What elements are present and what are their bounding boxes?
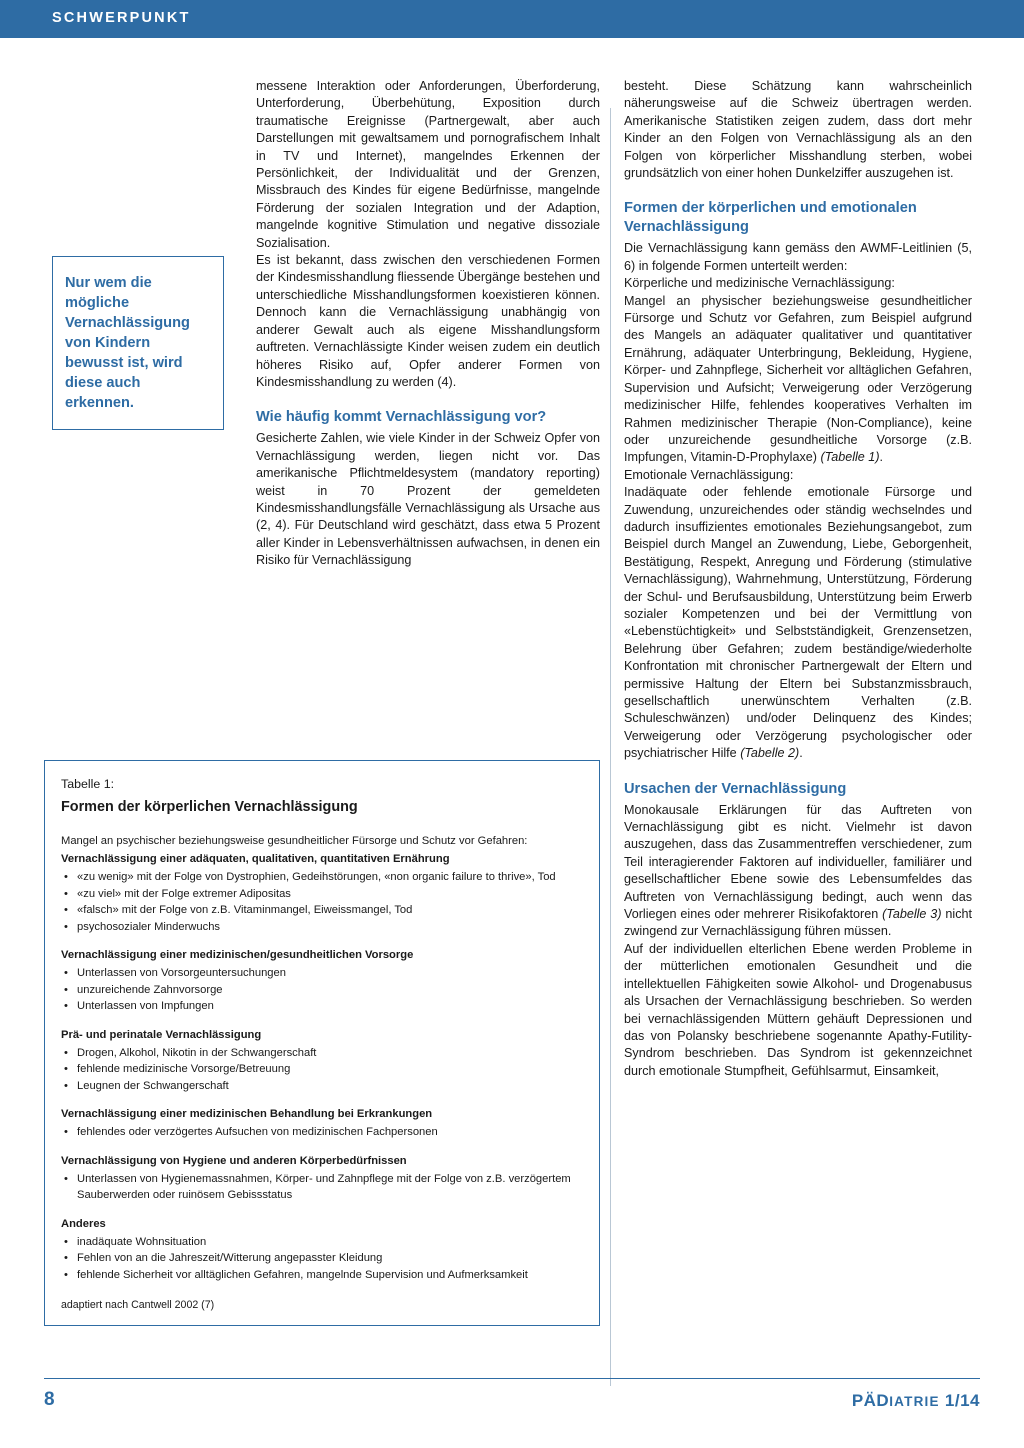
table-intro: Mangel an psychischer beziehungsweise gesundheitlicher Fürsorge und Schutz vor Gefahren: [61,835,528,847]
list-item: • unzureichende Zahnvorsorge [77,982,583,999]
list-item: • Leugnen der Schwangerschaft [77,1078,583,1095]
list-item: • psychosozialer Minderwuchs [77,919,583,936]
section-kicker: SCHWERPUNKT [52,10,191,26]
list-item: • fehlende medizinische Vorsorge/Betreuung [77,1061,583,1078]
list-item: • «zu wenig» mit der Folge von Dystrophien, Gedeihstörungen, «non organic failure to thrive», Tod [77,869,583,886]
table-group-heading: Vernachlässigung einer adäquaten, qualitativen, quantitativen Ernährung [61,853,450,865]
paragraph: besteht. Diese Schätzung kann wahrscheinlich näherungsweise auf die Schweiz übertragen werden. Amerikanische Statistiken zeigen zudem, dass dort mehr Kinder an den Folgen von Vernachlässigung als an den Folgen von körperlicher Misshandlung sterben, wobei grundsätzlich von einer hohen Dunkelziffer auszugehen ist. [624,79,972,181]
table-group [61,1216,583,1284]
list-item: • «falsch» mit der Folge von z.B. Vitaminmangel, Eiweissmangel, Tod [77,902,583,919]
right-text-column [624,78,972,1080]
table-group [61,1106,583,1141]
list-item: • Drogen, Alkohol, Nikotin in der Schwangerschaft [77,1045,583,1062]
table-reference: (Tabelle 1) [820,450,880,465]
subheading-koerperliche: Körperliche und medizinische Vernachlässigung: [624,276,895,291]
paragraph-text-tail: . [799,746,803,761]
issue-number: 1/14 [944,1391,980,1410]
paragraph-text-tail: . [879,450,884,465]
subheading-emotionale: Emotionale Vernachlässigung: [624,467,794,482]
page-number: 8 [44,1389,55,1410]
paragraph-text: Monokausale Erklärungen für das Auftreten von Vernachlässigung gibt es nicht. Vielmehr ist davon auszugehen, dass das Zusammentreffen verschiedener, zum Teil interagierender Faktoren auf individueller, familiärer und gesellschaftlicher Ebene sowie des Lebensumfeldes das Auftreten von Vernachlässigung bedingt, auch wenn das Vorliegen eines oder mehrerer Risikofaktoren [624,802,972,922]
table-group-heading: Vernachlässigung von Hygiene und anderen Körperbedürfnissen [61,1154,407,1167]
table-group-list [61,965,583,1015]
table-group [61,1153,583,1204]
list-item: • Unterlassen von Hygienemassnahmen, Körper- und Zahnpflege mit der Folge von z.B. verzögertem Sauberwerden oder ruinösem Gebissstatus [77,1171,583,1204]
page-header-bar [0,0,1024,38]
paragraph-text: Inadäquate oder fehlende emotionale Fürsorge und Zuwendung, unzureichendes oder ständig wechselndes und dadurch insuffizientes emotionales Beziehungsangebot, zum Beispiel durch Mangel an Zuwendung, Liebe, Geborgenheit, Bestätigung, Respekt, Anregung und Förderung (stimulative Vernachlässigung), Wahrnehmung, Unterstützung, Förderung der Schul- und Berufsausbildung, Unterstützung beim Erwerb sozialer Kompetenzen und bei der Vermittlung von «Lebenstüchtigkeit» und Selbstständigkeit, Grenzensetzen, Belehrung über Gefahren; zudem beständige/wiederholte Konfrontation mit chronischer Partnergewalt der Eltern und permissive Haltung der Eltern bei Substanzmissbrauch, gesellschaftlich unerwünschtem Verhalten (z.B. Schuleschwänzen) und/oder Delinquenz des Kindes; Verweigerung oder Verzögerung psychologischer oder psychiatrischer Hilfe [624,485,972,761]
table-group [61,947,583,1015]
list-item: • Unterlassen von Vorsorgeuntersuchungen [77,965,583,982]
table-label: Tabelle 1: [61,777,115,791]
table-group-heading: Vernachlässigung einer medizinischen/gesundheitlichen Vorsorge [61,949,414,961]
table-group-list [61,869,583,935]
paragraph-text-tail: nicht zwingend zur Vernachlässigung führen müssen. [624,907,972,939]
pull-quote-box [52,256,224,430]
table-group-heading: Anderes [61,1217,106,1230]
column-divider [610,108,611,1386]
list-item: • Unterlassen von Impfungen [77,998,583,1015]
paragraph: Auf der individuellen elterlichen Ebene werden Probleme in der mütterlichen emotionalen Gesundheit und die intellektuellen Fähigkeiten sowie Alkohol- und Drogenabusus als Ursachen der Vernachlässigung beschrieben. So werden bei vernachlässigenden Müttern gehäuft Depressionen und das von Polansky beschriebene sogenannte Apathy-Futility-Syndrom beschrieben. Das Syndrom ist gekennzeichnet durch emotionale Stumpfheit, Gefühlsarmut, Einsamkeit, [624,941,972,1078]
paragraph [624,802,972,941]
table-group-list [61,1171,583,1204]
list-item: • inadäquate Wohnsituation [77,1234,583,1251]
list-item: • Fehlen von an die Jahreszeit/Witterung angepasster Kleidung [77,1250,583,1267]
table-reference: (Tabelle 2) [740,746,800,761]
pull-quote-text: Nur wem die mögliche Vernachlässigung von Kindern bewusst ist, wird diese auch erkennen. [65,275,190,411]
paragraph [624,484,972,763]
table-reference: (Tabelle 3) [882,907,942,922]
table-group-list [61,1124,583,1141]
list-item: • «zu viel» mit der Folge extremer Adipositas [77,886,583,903]
section-heading-haeufigkeit: Wie häufig kommt Vernachlässigung vor? [256,409,547,426]
list-item: • fehlendes oder verzögertes Aufsuchen von medizinischen Fachpersonen [77,1124,583,1141]
paragraph-text: Mangel an physischer beziehungsweise gesundheitlicher Fürsorge und Schutz vor Gefahren, zum Beispiel aufgrund des Mangels an adäquater qualitativer und quantitativer Ernährung, adäquater Unterbringung, Bekleidung, Hygiene, Körper- und Zahnpflege, Sicherheit vor alltäglichen Gefahren, Supervision und Aufsicht; Verweigerung oder Verzögerung medizinischer Hilfe, fehlendes kooperatives Verhalten im Rahmen medizinischer Therapie (Non-Compliance), keine oder unzureichende gesundheitliche Vorsorge (z.B. Impfungen, Vitamin-D-Prophylaxe) [624,293,972,465]
section-heading-ursachen: Ursachen der Vernachlässigung [624,780,847,797]
section-heading-formen: Formen der körperlichen und emotionalen Vernachlässigung [624,200,917,236]
table-title: Formen der körperlichen Vernachlässigung [61,799,358,815]
list-item: • fehlende Sicherheit vor alltäglichen Gefahren, mangelnde Supervision und Aufmerksamkeit [77,1267,583,1284]
table-group-heading: Prä- und perinatale Vernachlässigung [61,1028,262,1041]
paragraph [624,293,972,467]
journal-name-part2: IATRIE [889,1394,940,1409]
table-footnote: adaptiert nach Cantwell 2002 (7) [61,1299,215,1311]
table-group-list [61,1045,583,1095]
table-group-heading: Vernachlässigung einer medizinischen Behandlung bei Erkrankungen [61,1108,433,1120]
paragraph: Die Vernachlässigung kann gemäss den AWMF-Leitlinien (5, 6) in folgende Formen unterteilt werden: [624,241,972,273]
table-group-list [61,1234,583,1284]
table-1-box [44,760,600,1326]
journal-footer [852,1391,980,1411]
table-group [61,851,583,935]
paragraph: Gesicherte Zahlen, wie viele Kinder in der Schweiz Opfer von Vernachlässigung werden, liegen nicht vor. Das amerikanische Pflichtmeldesystem (mandatory reporting) weist in 70 Prozent der gemeldeten Kindesmisshandlungsfälle Vernachlässigung als Ursache aus (2, 4). Für Deutschland wird geschätzt, dass etwa 5 Prozent aller Kinder in Lebensverhältnissen aufwachsen, in denen ein Risiko für Vernachlässigung [256,431,600,568]
left-text-column [256,78,600,570]
footer-divider [44,1378,980,1379]
journal-name-part1: PÄD [851,1391,890,1410]
paragraph: Es ist bekannt, dass zwischen den verschiedenen Formen der Kindesmisshandlung fliessende Übergänge bestehen und unterschiedliche Misshandlungsformen koexistieren können. Dennoch kann die Vernachlässigung unabhängig von anderer Gewalt auch als eigene Misshandlungsform auftreten. Vernachlässigte Kinder weisen zudem ein deutlich höheres Risiko auf, Opfer anderer Formen von Kindesmisshandlung zu werden (4). [256,253,600,389]
paragraph: messene Interaktion oder Anforderungen, Überforderung, Unterforderung, Überbehütung, Exposition durch traumatische Ereignisse (Partnergewalt, aber auch Darstellungen mit gewaltsamem und pornografischem Inhalt in TV und Internet), mangelndes Erkennen der Persönlichkeit, der Individualität und der Grenzen, Missbrauch des Kindes für eigene Bedürfnisse, mangelnde Förderung der sozialen Integration und der Adaption, mangelnde kognitive Stimulation und negative dissoziale Sozialisation. [256,79,600,250]
table-group [61,1027,583,1095]
